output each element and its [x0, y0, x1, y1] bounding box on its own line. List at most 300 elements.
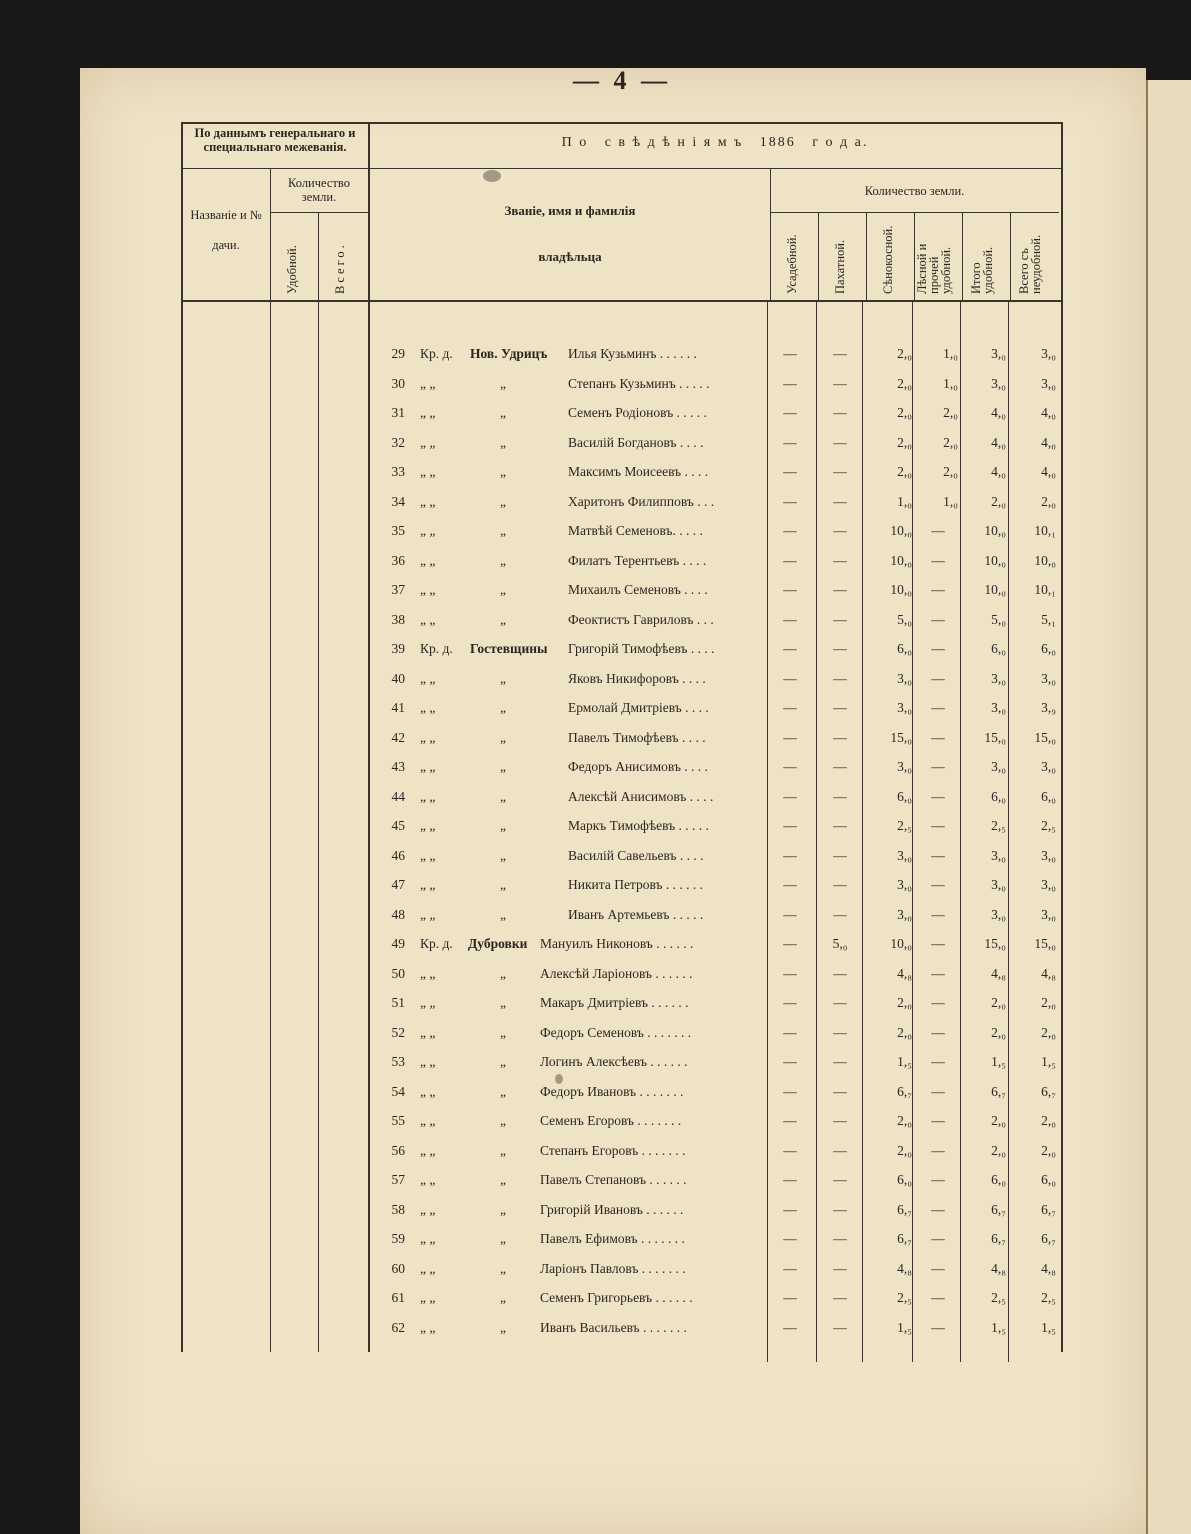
- row-lesnoy: —: [931, 1201, 945, 1217]
- header-col-pakhatnoy: Пахатной.: [833, 239, 847, 294]
- row-lesnoy: —: [931, 759, 945, 774]
- row-vsego: 4,₀: [1041, 405, 1056, 420]
- table-row: [0, 641, 1191, 670]
- row-senokosnoy: 2,₀: [897, 995, 912, 1010]
- row-pakhatnoy: —: [833, 493, 847, 509]
- row-usadebnoy: —: [783, 965, 797, 981]
- row-prefix: „ „: [420, 552, 436, 568]
- table-row: [0, 1113, 1191, 1142]
- row-prefix: „ „: [420, 759, 436, 774]
- row-number: 52: [391, 1024, 405, 1040]
- row-senokosnoy: 2,₀: [897, 1142, 912, 1158]
- row-pakhatnoy: —: [833, 995, 847, 1010]
- header-col-itogo: Итого удобной.: [969, 246, 995, 294]
- row-place: „: [500, 1054, 506, 1069]
- row-itogo: 3,₀: [991, 847, 1006, 863]
- row-senokosnoy: 6,₀: [897, 788, 912, 804]
- row-vsego: 10,₁: [1034, 582, 1056, 597]
- row-owner-name: Харитонъ Филипповъ . . .: [568, 493, 715, 509]
- row-number: 50: [391, 965, 405, 981]
- row-lesnoy: —: [931, 582, 945, 597]
- row-lesnoy: —: [931, 818, 945, 833]
- row-itogo: 3,₀: [991, 877, 1006, 892]
- row-pakhatnoy: —: [833, 877, 847, 892]
- table-row: [0, 700, 1191, 729]
- row-pakhatnoy: —: [833, 641, 847, 656]
- row-senokosnoy: 1,₀: [897, 493, 912, 509]
- row-number: 34: [391, 493, 405, 509]
- row-owner-name: Павелъ Степановъ . . . . . .: [540, 1172, 687, 1187]
- row-vsego: 10,₁: [1034, 523, 1056, 538]
- row-lesnoy: 2,₀: [943, 405, 958, 420]
- row-place: „: [500, 1201, 506, 1217]
- header-vline-c5: [1010, 212, 1011, 302]
- row-owner-name: Степанъ Егоровъ . . . . . . .: [540, 1142, 686, 1158]
- table-row: [0, 376, 1191, 405]
- row-usadebnoy: —: [783, 1201, 797, 1217]
- row-itogo: 6,₇: [991, 1083, 1006, 1099]
- row-prefix: „ „: [420, 877, 436, 892]
- row-number: 37: [391, 582, 405, 597]
- row-senokosnoy: 2,₅: [897, 1290, 912, 1305]
- row-senokosnoy: 3,₀: [897, 670, 912, 686]
- header-divider-1: [181, 168, 1061, 169]
- table-row: [0, 936, 1191, 965]
- row-lesnoy: —: [931, 936, 945, 951]
- row-usadebnoy: —: [783, 1142, 797, 1158]
- row-lesnoy: —: [931, 1142, 945, 1158]
- table-row: [0, 1261, 1191, 1290]
- row-senokosnoy: 10,₀: [890, 582, 912, 597]
- row-vsego: 6,₀: [1041, 788, 1056, 804]
- row-pakhatnoy: —: [833, 405, 847, 420]
- row-usadebnoy: —: [783, 877, 797, 892]
- row-place: „: [500, 405, 506, 420]
- row-lesnoy: —: [931, 1231, 945, 1246]
- row-place: „: [500, 1172, 506, 1187]
- row-owner-name: Семенъ Егоровъ . . . . . . .: [540, 1113, 682, 1128]
- row-prefix: „ „: [420, 906, 436, 922]
- row-owner-name: Григорій Ивановъ . . . . . .: [540, 1201, 684, 1217]
- row-pakhatnoy: —: [833, 1172, 847, 1187]
- row-prefix: „ „: [420, 1290, 436, 1305]
- row-senokosnoy: 4,₈: [897, 965, 912, 981]
- row-itogo: 10,₀: [984, 582, 1006, 597]
- row-vsego: 6,₇: [1041, 1201, 1056, 1217]
- header-vline-left-group: [368, 122, 370, 302]
- row-senokosnoy: 3,₀: [897, 700, 912, 715]
- row-itogo: 4,₀: [991, 405, 1006, 420]
- row-number: 59: [391, 1231, 405, 1246]
- row-place: „: [500, 1083, 506, 1099]
- row-vsego: 3,₀: [1041, 670, 1056, 686]
- row-pakhatnoy: —: [833, 670, 847, 686]
- row-number: 35: [391, 523, 405, 538]
- row-owner-name: Иванъ Васильевъ . . . . . . .: [540, 1319, 687, 1335]
- row-usadebnoy: —: [783, 1231, 797, 1246]
- row-lesnoy: 1,₀: [943, 346, 958, 361]
- row-lesnoy: —: [931, 995, 945, 1010]
- row-owner-name: Павелъ Тимофѣевъ . . . .: [568, 729, 706, 745]
- row-lesnoy: 2,₀: [943, 434, 958, 450]
- row-usadebnoy: —: [783, 611, 797, 627]
- row-prefix: Кр. д.: [420, 641, 453, 656]
- row-itogo: 3,₀: [991, 700, 1006, 715]
- row-vsego: 4,₀: [1041, 434, 1056, 450]
- row-usadebnoy: —: [783, 1260, 797, 1276]
- row-itogo: 2,₀: [991, 1142, 1006, 1158]
- header-vline-c2: [866, 212, 867, 302]
- row-prefix: Кр. д.: [420, 346, 453, 361]
- row-senokosnoy: 4,₈: [897, 1260, 912, 1276]
- ink-stain: [483, 170, 501, 182]
- header-divider-qty-left: [270, 212, 368, 213]
- row-place: „: [500, 995, 506, 1010]
- row-number: 62: [391, 1319, 405, 1335]
- row-itogo: 6,₀: [991, 1172, 1006, 1187]
- row-senokosnoy: 6,₀: [897, 641, 912, 656]
- row-number: 33: [391, 464, 405, 479]
- row-lesnoy: —: [931, 877, 945, 892]
- row-senokosnoy: 6,₀: [897, 1172, 912, 1187]
- row-lesnoy: —: [931, 670, 945, 686]
- row-senokosnoy: 6,₇: [897, 1231, 912, 1246]
- row-itogo: 10,₀: [984, 523, 1006, 538]
- row-senokosnoy: 10,₀: [890, 523, 912, 538]
- row-pakhatnoy: —: [833, 1201, 847, 1217]
- row-lesnoy: —: [931, 729, 945, 745]
- row-prefix: „ „: [420, 1024, 436, 1040]
- row-itogo: 6,₀: [991, 788, 1006, 804]
- row-number: 32: [391, 434, 405, 450]
- row-place: „: [500, 1024, 506, 1040]
- row-itogo: 1,₅: [991, 1319, 1006, 1335]
- row-number: 46: [391, 847, 405, 863]
- row-vsego: 3,₀: [1041, 847, 1056, 863]
- row-place: Нов. Удрицъ: [470, 346, 548, 361]
- row-prefix: „ „: [420, 1083, 436, 1099]
- header-vline-c4: [962, 212, 963, 302]
- row-pakhatnoy: —: [833, 788, 847, 804]
- row-number: 30: [391, 375, 405, 391]
- row-usadebnoy: —: [783, 405, 797, 420]
- row-pakhatnoy: —: [833, 1231, 847, 1246]
- row-lesnoy: —: [931, 1260, 945, 1276]
- row-number: 51: [391, 995, 405, 1010]
- row-usadebnoy: —: [783, 582, 797, 597]
- row-number: 45: [391, 818, 405, 833]
- row-number: 47: [391, 877, 405, 892]
- row-usadebnoy: —: [783, 641, 797, 656]
- row-vsego: 15,₀: [1034, 936, 1056, 951]
- row-place: „: [500, 847, 506, 863]
- table-row: [0, 1320, 1191, 1349]
- table-row: [0, 848, 1191, 877]
- row-pakhatnoy: —: [833, 906, 847, 922]
- row-owner-name: Степанъ Кузьминъ . . . . .: [568, 375, 710, 391]
- row-lesnoy: —: [931, 552, 945, 568]
- row-vsego: 2,₅: [1041, 818, 1056, 833]
- row-usadebnoy: —: [783, 788, 797, 804]
- row-prefix: „ „: [420, 788, 436, 804]
- table-row: [0, 1231, 1191, 1260]
- row-pakhatnoy: 5,₀: [832, 936, 848, 951]
- row-pakhatnoy: —: [833, 1290, 847, 1305]
- row-owner-name: Максимъ Моисеевъ . . . .: [568, 464, 709, 479]
- row-owner-name: Григорій Тимофѣевъ . . . .: [568, 641, 715, 656]
- table-row: [0, 1054, 1191, 1083]
- row-itogo: 2,₀: [991, 493, 1006, 509]
- row-senokosnoy: 10,₀: [890, 936, 912, 951]
- row-itogo: 3,₀: [991, 906, 1006, 922]
- header-col-senokosnoy: Сѣнокосной.: [881, 225, 895, 294]
- table-row: [0, 1172, 1191, 1201]
- row-lesnoy: —: [931, 1290, 945, 1305]
- row-owner-name: Никита Петровъ . . . . . .: [568, 877, 704, 892]
- header-col-qty-group-2: Количество земли.: [864, 184, 965, 198]
- row-usadebnoy: —: [783, 1054, 797, 1069]
- header-col-owner: Званіе, имя и фамилія: [504, 203, 636, 218]
- row-usadebnoy: —: [783, 1024, 797, 1040]
- row-usadebnoy: —: [783, 1083, 797, 1099]
- row-owner-name: Федоръ Ивановъ . . . . . . .: [540, 1083, 684, 1099]
- row-lesnoy: —: [931, 1319, 945, 1335]
- header-left-group: По даннымъ генеральнаго и специальнаго межеванія.: [194, 126, 356, 154]
- header-vline-owner: [770, 168, 771, 302]
- row-prefix: „ „: [420, 464, 436, 479]
- row-usadebnoy: —: [783, 375, 797, 391]
- row-senokosnoy: 3,₀: [897, 906, 912, 922]
- row-pakhatnoy: —: [833, 375, 847, 391]
- header-col-usadebnoy: Усадебной.: [785, 234, 799, 294]
- row-vsego: 6,₀: [1041, 1172, 1056, 1187]
- row-senokosnoy: 2,₀: [897, 464, 912, 479]
- row-itogo: 10,₀: [984, 552, 1006, 568]
- row-prefix: „ „: [420, 434, 436, 450]
- table-row: [0, 346, 1191, 375]
- header-col-name: Названіе и № дачи.: [190, 208, 262, 252]
- row-senokosnoy: 10,₀: [890, 552, 912, 568]
- row-pakhatnoy: —: [833, 1142, 847, 1158]
- row-number: 36: [391, 552, 405, 568]
- row-owner-name: Алексѣй Анисимовъ . . . .: [568, 788, 714, 804]
- header-col-qty-group: Количество земли.: [288, 176, 350, 204]
- row-number: 57: [391, 1172, 405, 1187]
- row-lesnoy: —: [931, 1083, 945, 1099]
- row-vsego: 2,₀: [1041, 995, 1056, 1010]
- row-prefix: „ „: [420, 375, 436, 391]
- row-lesnoy: 2,₀: [943, 464, 958, 479]
- row-usadebnoy: —: [783, 670, 797, 686]
- header-right-group: П о с в ѣ д ѣ н і я м ъ 1886 г о д а.: [561, 135, 869, 150]
- header-col-vsego: Всего.: [333, 242, 347, 294]
- row-number: 58: [391, 1201, 405, 1217]
- row-owner-name: Федоръ Анисимовъ . . . .: [568, 759, 708, 774]
- row-usadebnoy: —: [783, 346, 797, 361]
- row-itogo: 15,₀: [984, 936, 1006, 951]
- row-number: 49: [391, 936, 405, 951]
- row-prefix: „ „: [420, 1054, 436, 1069]
- row-prefix: „ „: [420, 1231, 436, 1246]
- row-itogo: 2,₀: [991, 1024, 1006, 1040]
- table-row: [0, 877, 1191, 906]
- table-row: [0, 523, 1191, 552]
- row-usadebnoy: —: [783, 759, 797, 774]
- row-owner-name: Мануилъ Никоновъ . . . . . .: [540, 936, 694, 951]
- row-usadebnoy: —: [783, 464, 797, 479]
- row-senokosnoy: 2,₅: [897, 818, 912, 833]
- row-prefix: „ „: [420, 1172, 436, 1187]
- row-owner-name: Ларіонъ Павловъ . . . . . . .: [540, 1260, 686, 1276]
- row-lesnoy: —: [931, 1113, 945, 1128]
- row-vsego: 2,₀: [1041, 1142, 1056, 1158]
- row-place: „: [500, 464, 506, 479]
- header-col-udobnoy: Удобной.: [285, 245, 299, 294]
- row-owner-name: Яковъ Никифоровъ . . . .: [568, 670, 706, 686]
- row-prefix: „ „: [420, 995, 436, 1010]
- row-pakhatnoy: —: [833, 700, 847, 715]
- ink-stain: [555, 1074, 563, 1084]
- row-place: „: [500, 434, 506, 450]
- row-owner-name: Василій Савельевъ . . . .: [568, 847, 704, 863]
- row-itogo: 2,₅: [991, 1290, 1006, 1305]
- row-pakhatnoy: —: [833, 847, 847, 863]
- row-vsego: 2,₅: [1041, 1290, 1056, 1305]
- row-itogo: 3,₀: [991, 670, 1006, 686]
- row-usadebnoy: —: [783, 729, 797, 745]
- row-owner-name: Илья Кузьминъ . . . . . .: [568, 346, 697, 361]
- row-place: Дубровки: [468, 936, 528, 951]
- row-owner-name: Иванъ Артемьевъ . . . . .: [568, 906, 704, 922]
- row-number: 42: [391, 729, 405, 745]
- row-pakhatnoy: —: [833, 1054, 847, 1069]
- row-place: „: [500, 700, 506, 715]
- row-pakhatnoy: —: [833, 1024, 847, 1040]
- row-pakhatnoy: —: [833, 611, 847, 627]
- row-senokosnoy: 5,₀: [897, 611, 912, 627]
- row-pakhatnoy: —: [833, 1260, 847, 1276]
- row-usadebnoy: —: [783, 1290, 797, 1305]
- row-pakhatnoy: —: [833, 552, 847, 568]
- row-number: 55: [391, 1113, 405, 1128]
- table-row: [0, 966, 1191, 995]
- row-usadebnoy: —: [783, 523, 797, 538]
- row-senokosnoy: 3,₀: [897, 877, 912, 892]
- row-vsego: 1,₅: [1041, 1319, 1056, 1335]
- row-usadebnoy: —: [783, 818, 797, 833]
- row-prefix: „ „: [420, 611, 436, 627]
- row-itogo: 5,₀: [991, 611, 1006, 627]
- row-number: 41: [391, 700, 405, 715]
- row-usadebnoy: —: [783, 1113, 797, 1128]
- row-vsego: 6,₀: [1041, 641, 1056, 656]
- row-number: 38: [391, 611, 405, 627]
- row-senokosnoy: 2,₀: [897, 434, 912, 450]
- row-prefix: „ „: [420, 405, 436, 420]
- table-row: [0, 612, 1191, 641]
- table-row: [0, 1290, 1191, 1319]
- table-row: [0, 405, 1191, 434]
- row-prefix: „ „: [420, 965, 436, 981]
- row-prefix: „ „: [420, 700, 436, 715]
- row-pakhatnoy: —: [833, 818, 847, 833]
- row-owner-name: Семенъ Григорьевъ . . . . . .: [540, 1290, 693, 1305]
- row-itogo: 3,₀: [991, 346, 1006, 361]
- row-vsego: 2,₀: [1041, 1113, 1056, 1128]
- row-usadebnoy: —: [783, 700, 797, 715]
- row-lesnoy: —: [931, 1024, 945, 1040]
- row-vsego: 2,₀: [1041, 1024, 1056, 1040]
- row-prefix: „ „: [420, 818, 436, 833]
- row-itogo: 6,₀: [991, 641, 1006, 656]
- row-usadebnoy: —: [783, 936, 797, 951]
- row-pakhatnoy: —: [833, 729, 847, 745]
- row-senokosnoy: 2,₀: [897, 1024, 912, 1040]
- row-owner-name: Алексѣй Ларіоновъ . . . . . .: [540, 965, 693, 981]
- row-senokosnoy: 3,₀: [897, 759, 912, 774]
- row-itogo: 2,₅: [991, 818, 1006, 833]
- row-prefix: „ „: [420, 1201, 436, 1217]
- row-usadebnoy: —: [783, 1172, 797, 1187]
- row-pakhatnoy: —: [833, 965, 847, 981]
- row-pakhatnoy: —: [833, 434, 847, 450]
- row-place: „: [500, 611, 506, 627]
- row-lesnoy: 1,₀: [943, 493, 958, 509]
- row-prefix: „ „: [420, 670, 436, 686]
- row-itogo: 6,₇: [991, 1231, 1006, 1246]
- table-row: [0, 730, 1191, 759]
- header-col-vsego-neud: Всего съ неудобной.: [1017, 234, 1043, 294]
- row-senokosnoy: 1,₅: [897, 1054, 912, 1069]
- row-itogo: 3,₀: [991, 375, 1006, 391]
- row-senokosnoy: 15,₀: [890, 729, 912, 745]
- row-number: 39: [391, 641, 405, 656]
- table-row: [0, 435, 1191, 464]
- row-vsego: 6,₇: [1041, 1231, 1056, 1246]
- row-owner-name: Ермолай Дмитріевъ . . . .: [568, 700, 709, 715]
- row-place: Гостевщины: [470, 641, 548, 656]
- row-place: „: [500, 788, 506, 804]
- row-pakhatnoy: —: [833, 1319, 847, 1335]
- row-vsego: 4,₈: [1041, 1260, 1056, 1276]
- row-lesnoy: —: [931, 788, 945, 804]
- row-owner-name: Василій Богдановъ . . . .: [568, 434, 704, 450]
- row-lesnoy: —: [931, 641, 945, 656]
- header-vline-c1: [818, 212, 819, 302]
- row-itogo: 4,₈: [991, 1260, 1006, 1276]
- table-row: [0, 582, 1191, 611]
- row-pakhatnoy: —: [833, 523, 847, 538]
- row-place: „: [500, 759, 506, 774]
- row-vsego: 2,₀: [1041, 493, 1056, 509]
- row-itogo: 2,₀: [991, 1113, 1006, 1128]
- row-lesnoy: 1,₀: [943, 375, 958, 391]
- row-number: 53: [391, 1054, 405, 1069]
- row-place: „: [500, 965, 506, 981]
- table-row: [0, 671, 1191, 700]
- row-place: „: [500, 1142, 506, 1158]
- row-pakhatnoy: —: [833, 1083, 847, 1099]
- table-row: [0, 553, 1191, 582]
- row-vsego: 3,₀: [1041, 877, 1056, 892]
- row-pakhatnoy: —: [833, 346, 847, 361]
- row-place: „: [500, 523, 506, 538]
- row-place: „: [500, 1290, 506, 1305]
- table-row: [0, 494, 1191, 523]
- table-row: [0, 1025, 1191, 1054]
- row-lesnoy: —: [931, 1054, 945, 1069]
- row-place: „: [500, 552, 506, 568]
